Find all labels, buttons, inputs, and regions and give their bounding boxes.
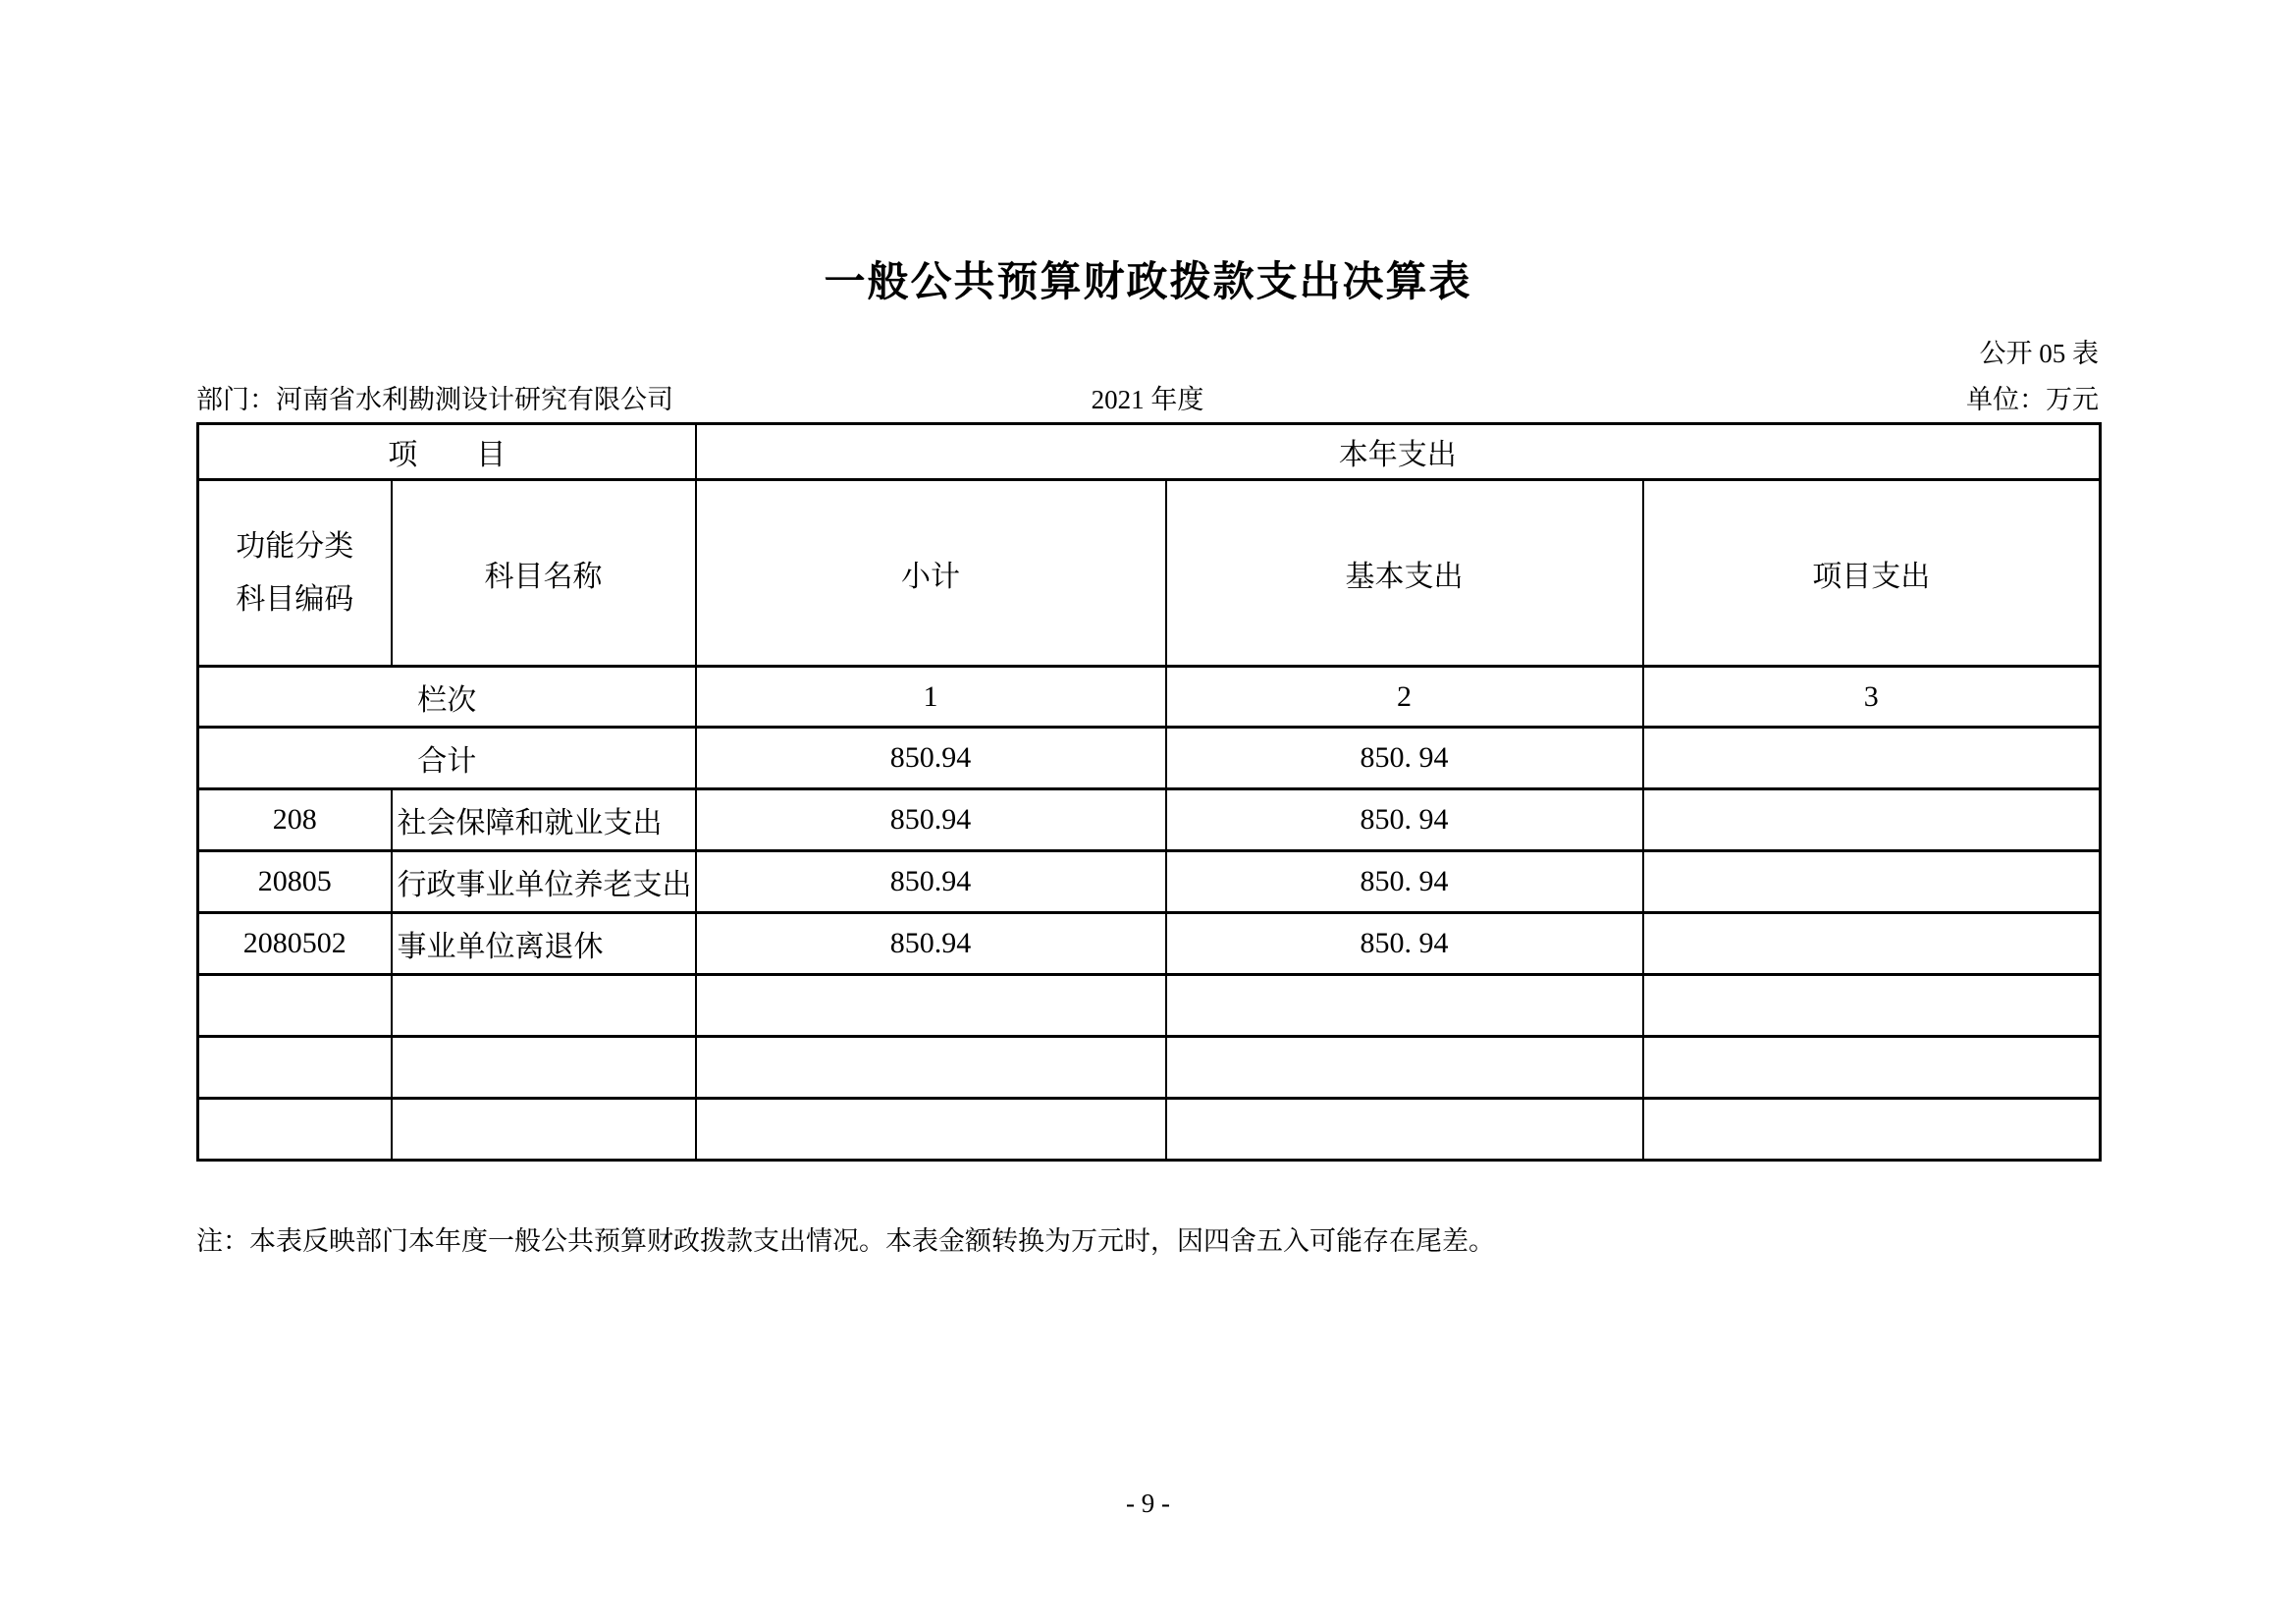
footnote: 注：本表反映部门本年度一般公共预算财政拨款支出情况。本表金额转换为万元时，因四舍五入可能存在尾差。 <box>196 1226 1495 1256</box>
cell-basic <box>1166 975 1643 1037</box>
cell-code: 20805 <box>198 851 392 913</box>
header-basic-expenditure-cell: 基本支出 <box>1166 480 1643 667</box>
cell-basic: 850. 94 <box>1166 789 1643 851</box>
table-row <box>198 851 2101 913</box>
table-code-label: 公开 05 表 <box>1979 339 2099 368</box>
cell-code <box>198 1037 392 1099</box>
table-header-row-2 <box>198 480 2101 667</box>
cell-basic: 850. 94 <box>1166 851 1643 913</box>
cell-name <box>392 1099 696 1161</box>
table-row <box>198 1037 2101 1099</box>
cell-subtotal <box>696 975 1166 1037</box>
cell-project <box>1643 1037 2101 1099</box>
header-function-code-line2: 科目编码 <box>236 582 354 616</box>
cell-basic: 850. 94 <box>1166 913 1643 975</box>
header-project-expenditure-cell: 项目支出 <box>1643 480 2101 667</box>
cell-basic <box>1166 1037 1643 1099</box>
cell-project <box>1643 851 2101 913</box>
cell-name: 事业单位离退休 <box>392 913 696 975</box>
column-index-2-cell: 2 <box>1166 667 1643 728</box>
header-function-code-cell <box>198 480 392 667</box>
column-index-label-cell: 栏次 <box>198 667 696 728</box>
table-row <box>198 913 2101 975</box>
cell-name <box>392 975 696 1037</box>
cell-project <box>1643 913 2101 975</box>
cell-basic <box>1166 1099 1643 1161</box>
fiscal-year-label: 2021 年度 <box>1091 385 1204 414</box>
table-meta-row <box>196 382 2099 417</box>
cell-code <box>198 1099 392 1161</box>
cell-project <box>1643 975 2101 1037</box>
cell-code <box>198 975 392 1037</box>
cell-code: 2080502 <box>198 913 392 975</box>
department-label: 部门：河南省水利勘测设计研究有限公司 <box>196 385 673 414</box>
table-row <box>198 789 2101 851</box>
table-header-row-1 <box>198 424 2101 480</box>
cell-name: 行政事业单位养老支出 <box>392 851 696 913</box>
page-number: - 9 - <box>1126 1489 1170 1518</box>
total-project-cell <box>1643 728 2101 789</box>
total-label-cell: 合计 <box>198 728 696 789</box>
table-row <box>198 975 2101 1037</box>
expenditure-table <box>196 422 2102 1162</box>
cell-subtotal <box>696 1099 1166 1161</box>
cell-subtotal <box>696 1037 1166 1099</box>
column-index-3-cell: 3 <box>1643 667 2101 728</box>
header-item-cell: 项 目 <box>198 424 696 480</box>
cell-code: 208 <box>198 789 392 851</box>
cell-project <box>1643 789 2101 851</box>
column-index-1-cell: 1 <box>696 667 1166 728</box>
cell-name: 社会保障和就业支出 <box>392 789 696 851</box>
page-title: 一般公共预算财政拨款支出决算表 <box>824 258 1472 304</box>
header-subject-name-cell: 科目名称 <box>392 480 696 667</box>
cell-subtotal: 850.94 <box>696 851 1166 913</box>
header-subtotal-cell: 小计 <box>696 480 1166 667</box>
unit-label: 单位：万元 <box>1966 385 2099 414</box>
total-subtotal-cell: 850.94 <box>696 728 1166 789</box>
cell-project <box>1643 1099 2101 1161</box>
header-function-code-line1: 功能分类 <box>236 529 354 563</box>
column-index-row <box>198 667 2101 728</box>
table-row <box>198 1099 2101 1161</box>
total-row <box>198 728 2101 789</box>
cell-subtotal: 850.94 <box>696 789 1166 851</box>
total-basic-cell: 850. 94 <box>1166 728 1643 789</box>
cell-subtotal: 850.94 <box>696 913 1166 975</box>
header-current-year-cell: 本年支出 <box>696 424 2101 480</box>
cell-name <box>392 1037 696 1099</box>
